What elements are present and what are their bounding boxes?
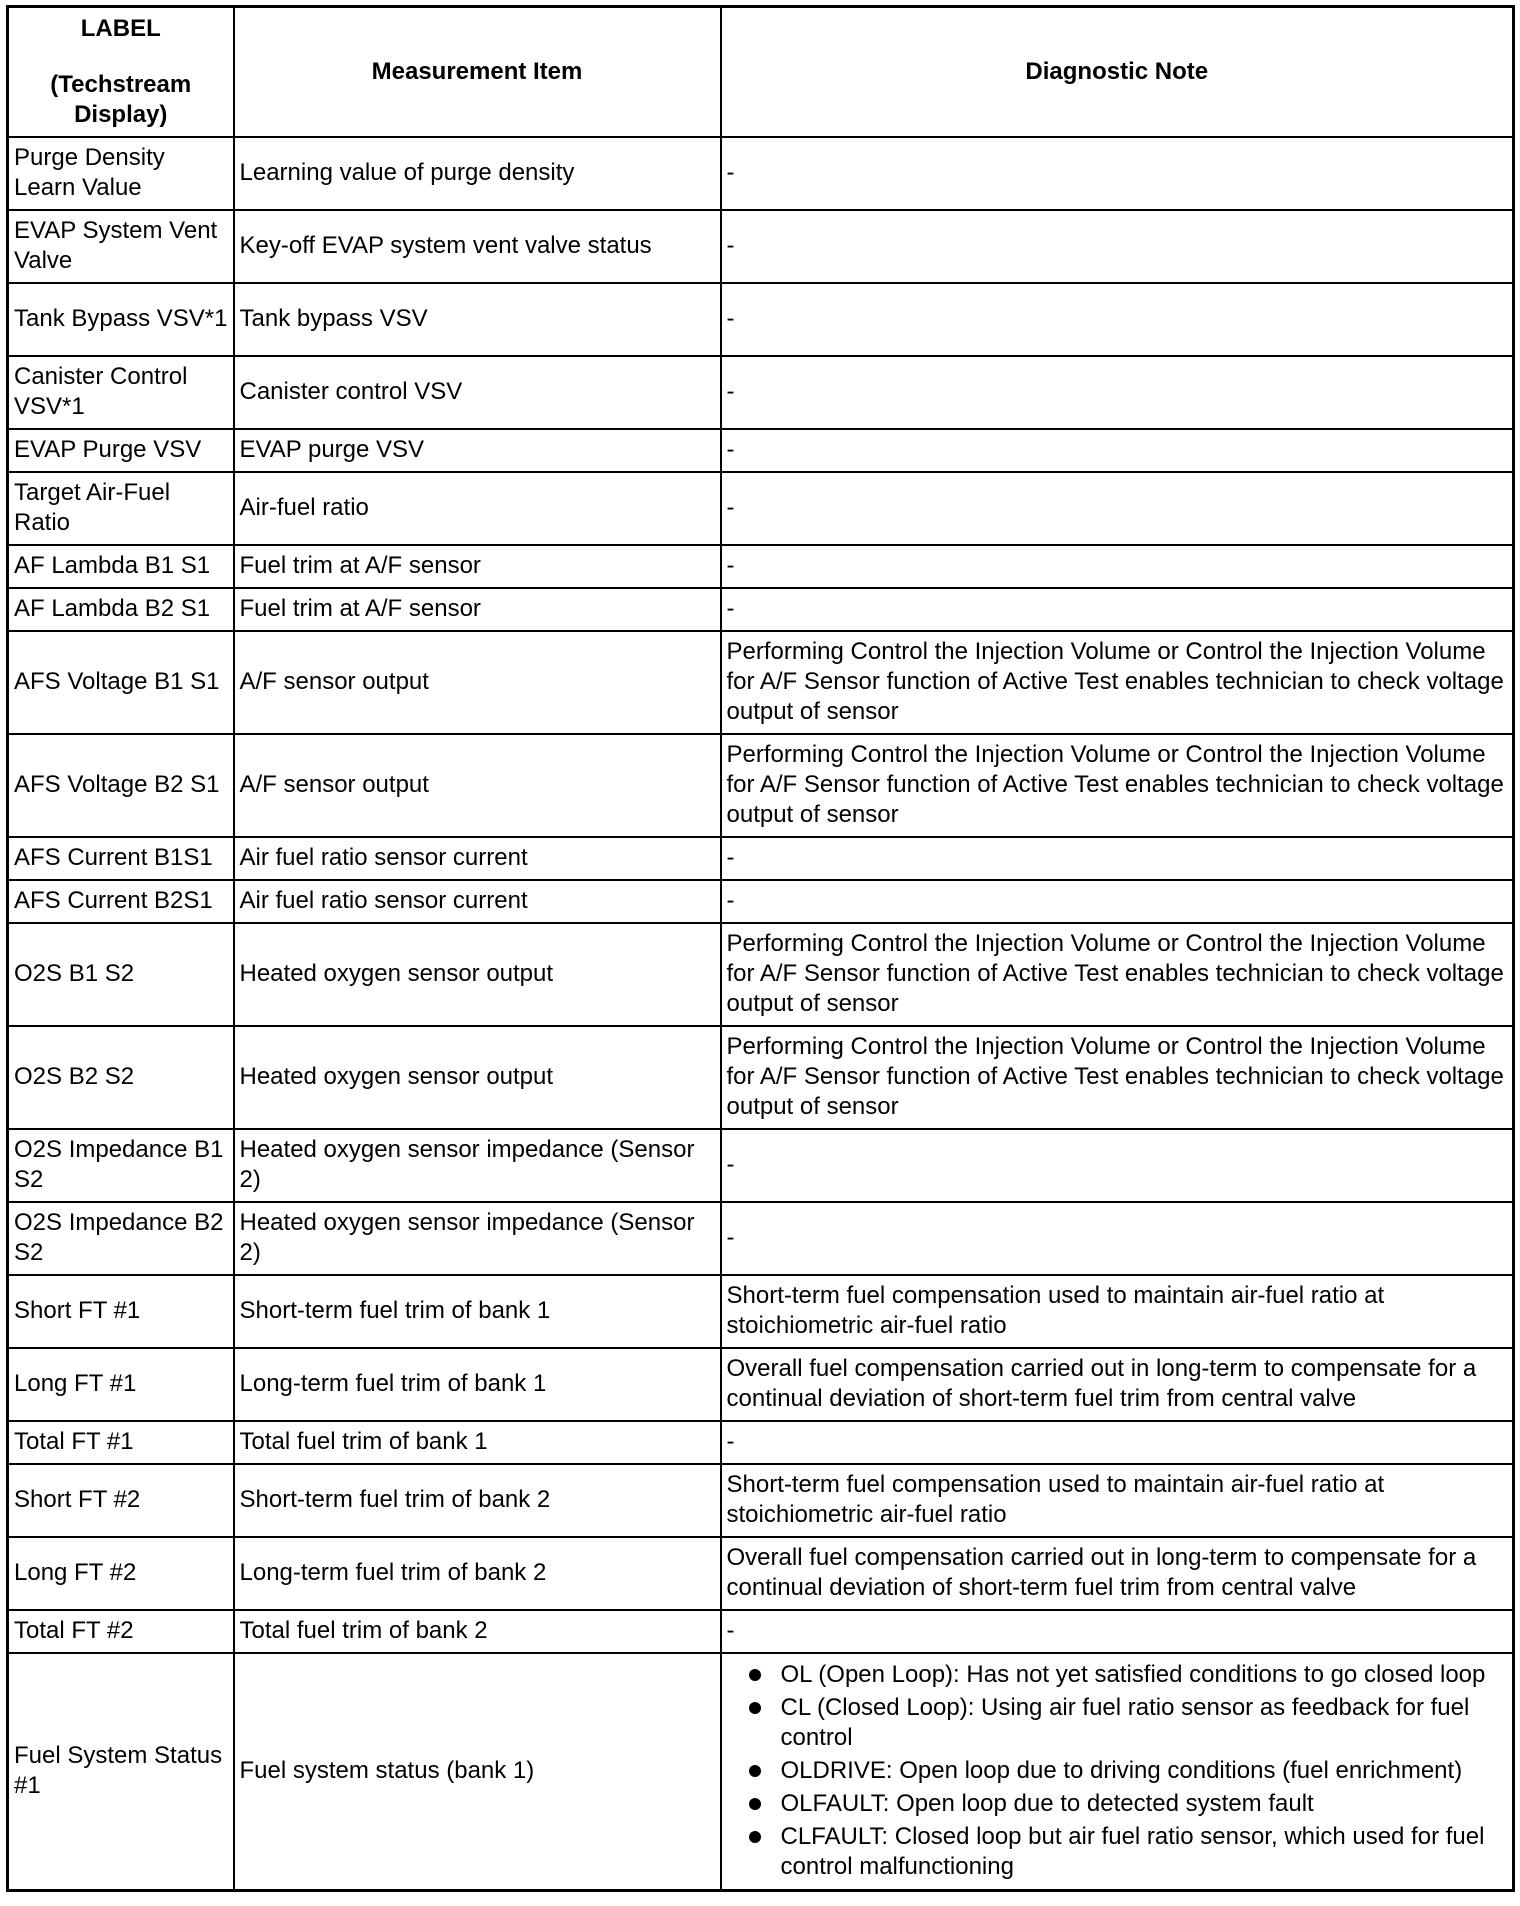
header-diagnostic-note: Diagnostic Note <box>721 7 1514 137</box>
row-measurement-item: Short-term fuel trim of bank 2 <box>234 1464 721 1537</box>
row-measurement-item: Fuel system status (bank 1) <box>234 1653 721 1891</box>
list-item <box>727 1693 1508 1753</box>
table-row <box>8 429 1514 472</box>
table-row <box>8 1537 1514 1610</box>
table-row <box>8 1202 1514 1275</box>
row-measurement-item: Learning value of purge density <box>234 137 721 210</box>
row-label: AF Lambda B2 S1 <box>8 588 234 631</box>
row-measurement-item: Heated oxygen sensor impedance (Sensor 2) <box>234 1129 721 1202</box>
row-diagnostic-note: - <box>721 210 1514 283</box>
table-row <box>8 472 1514 545</box>
table-row <box>8 137 1514 210</box>
row-diagnostic-note: Overall fuel compensation carried out in long-term to compensate for a continual deviation of short-term fuel trim from central valve <box>721 1348 1514 1421</box>
row-measurement-item: Air fuel ratio sensor current <box>234 880 721 923</box>
row-diagnostic-note: - <box>721 837 1514 880</box>
row-measurement-item: Air-fuel ratio <box>234 472 721 545</box>
row-diagnostic-note: Performing Control the Injection Volume or Control the Injection Volume for A/F Sensor function of Active Test enables technician to check voltage output of sensor <box>721 631 1514 734</box>
row-label: Fuel System Status #1 <box>8 1653 234 1891</box>
row-measurement-item: A/F sensor output <box>234 631 721 734</box>
row-label: O2S Impedance B2 S2 <box>8 1202 234 1275</box>
table-row <box>8 283 1514 356</box>
table-row <box>8 1421 1514 1464</box>
table-row <box>8 734 1514 837</box>
row-measurement-item: Short-term fuel trim of bank 1 <box>234 1275 721 1348</box>
table-row <box>8 1464 1514 1537</box>
row-label: EVAP Purge VSV <box>8 429 234 472</box>
row-measurement-item: Fuel trim at A/F sensor <box>234 545 721 588</box>
row-label: Tank Bypass VSV*1 <box>8 283 234 356</box>
row-diagnostic-note: - <box>721 1421 1514 1464</box>
row-diagnostic-note: Performing Control the Injection Volume or Control the Injection Volume for A/F Sensor function of Active Test enables technician to check voltage output of sensor <box>721 1026 1514 1129</box>
row-label: Long FT #2 <box>8 1537 234 1610</box>
row-measurement-item: Key-off EVAP system vent valve status <box>234 210 721 283</box>
row-measurement-item: Long-term fuel trim of bank 1 <box>234 1348 721 1421</box>
row-diagnostic-note: - <box>721 545 1514 588</box>
list-item-text: OLDRIVE: Open loop due to driving conditions (fuel enrichment) <box>780 1756 1463 1784</box>
list-item-text: CL (Closed Loop): Using air fuel ratio sensor as feedback for fuel control <box>780 1693 1470 1751</box>
status-bullet-list <box>727 1656 1508 1887</box>
row-diagnostic-note: Overall fuel compensation carried out in long-term to compensate for a continual deviation of short-term fuel trim from central valve <box>721 1537 1514 1610</box>
row-label: AFS Voltage B1 S1 <box>8 631 234 734</box>
row-measurement-item: EVAP purge VSV <box>234 429 721 472</box>
row-measurement-item: A/F sensor output <box>234 734 721 837</box>
row-label: AFS Voltage B2 S1 <box>8 734 234 837</box>
table-row <box>8 1026 1514 1129</box>
list-item-text: OLFAULT: Open loop due to detected system fault <box>780 1789 1314 1817</box>
list-item-text: OL (Open Loop): Has not yet satisfied conditions to go closed loop <box>780 1660 1486 1688</box>
table-row <box>8 1348 1514 1421</box>
table-row <box>8 1275 1514 1348</box>
table-row <box>8 356 1514 429</box>
row-label: Total FT #1 <box>8 1421 234 1464</box>
table-row <box>8 631 1514 734</box>
header-measurement-item: Measurement Item <box>234 7 721 137</box>
table-row <box>8 923 1514 1026</box>
table-row <box>8 588 1514 631</box>
row-diagnostic-note <box>721 1653 1514 1891</box>
data-list-table <box>6 5 1515 1892</box>
row-label: Short FT #2 <box>8 1464 234 1537</box>
row-diagnostic-note: Short-term fuel compensation used to maintain air-fuel ratio at stoichiometric air-fuel ratio <box>721 1275 1514 1348</box>
row-measurement-item: Air fuel ratio sensor current <box>234 837 721 880</box>
row-measurement-item: Fuel trim at A/F sensor <box>234 588 721 631</box>
row-diagnostic-note: - <box>721 588 1514 631</box>
row-measurement-item: Heated oxygen sensor output <box>234 923 721 1026</box>
bullet-icon <box>749 1702 761 1714</box>
bullet-icon <box>749 1831 761 1843</box>
row-diagnostic-note: - <box>721 1129 1514 1202</box>
row-diagnostic-note: - <box>721 472 1514 545</box>
row-label: O2S Impedance B1 S2 <box>8 1129 234 1202</box>
header-label-subtitle: (Techstream Display) <box>50 70 192 128</box>
row-diagnostic-note: - <box>721 283 1514 356</box>
header-label <box>8 7 234 137</box>
row-diagnostic-note: - <box>721 137 1514 210</box>
list-item <box>727 1822 1508 1882</box>
row-label: Total FT #2 <box>8 1610 234 1653</box>
row-label: EVAP System Vent Valve <box>8 210 234 283</box>
row-diagnostic-note: Short-term fuel compensation used to maintain air-fuel ratio at stoichiometric air-fuel ratio <box>721 1464 1514 1537</box>
row-diagnostic-note: - <box>721 429 1514 472</box>
header-row <box>8 7 1514 137</box>
header-label-title: LABEL <box>80 14 161 42</box>
row-measurement-item: Heated oxygen sensor impedance (Sensor 2) <box>234 1202 721 1275</box>
row-diagnostic-note: - <box>721 880 1514 923</box>
bullet-icon <box>749 1798 761 1810</box>
table-row <box>8 1610 1514 1653</box>
row-label: Canister Control VSV*1 <box>8 356 234 429</box>
list-item <box>727 1660 1508 1690</box>
row-label: AFS Current B2S1 <box>8 880 234 923</box>
list-item-text: CLFAULT: Closed loop but air fuel ratio sensor, which used for fuel control malfunctioning <box>780 1822 1485 1880</box>
row-measurement-item: Canister control VSV <box>234 356 721 429</box>
row-label: O2S B1 S2 <box>8 923 234 1026</box>
row-measurement-item: Long-term fuel trim of bank 2 <box>234 1537 721 1610</box>
list-item <box>727 1789 1508 1819</box>
row-measurement-item: Tank bypass VSV <box>234 283 721 356</box>
table-row <box>8 1129 1514 1202</box>
row-measurement-item: Total fuel trim of bank 1 <box>234 1421 721 1464</box>
row-label: AF Lambda B1 S1 <box>8 545 234 588</box>
row-label: O2S B2 S2 <box>8 1026 234 1129</box>
row-diagnostic-note: - <box>721 1610 1514 1653</box>
list-item <box>727 1756 1508 1786</box>
bullet-icon <box>749 1765 761 1777</box>
spec-sheet <box>6 5 1512 1892</box>
row-label: AFS Current B1S1 <box>8 837 234 880</box>
bullet-icon <box>749 1669 761 1681</box>
table-row <box>8 880 1514 923</box>
table-row <box>8 210 1514 283</box>
row-label: Purge Density Learn Value <box>8 137 234 210</box>
row-label: Short FT #1 <box>8 1275 234 1348</box>
row-label: Target Air-Fuel Ratio <box>8 472 234 545</box>
row-label: Long FT #1 <box>8 1348 234 1421</box>
row-measurement-item: Total fuel trim of bank 2 <box>234 1610 721 1653</box>
row-diagnostic-note: - <box>721 356 1514 429</box>
row-diagnostic-note: - <box>721 1202 1514 1275</box>
table-row <box>8 837 1514 880</box>
table-row-fuel-system-status <box>8 1653 1514 1891</box>
table-row <box>8 545 1514 588</box>
row-diagnostic-note: Performing Control the Injection Volume or Control the Injection Volume for A/F Sensor function of Active Test enables technician to check voltage output of sensor <box>721 923 1514 1026</box>
row-diagnostic-note: Performing Control the Injection Volume or Control the Injection Volume for A/F Sensor function of Active Test enables technician to check voltage output of sensor <box>721 734 1514 837</box>
row-measurement-item: Heated oxygen sensor output <box>234 1026 721 1129</box>
